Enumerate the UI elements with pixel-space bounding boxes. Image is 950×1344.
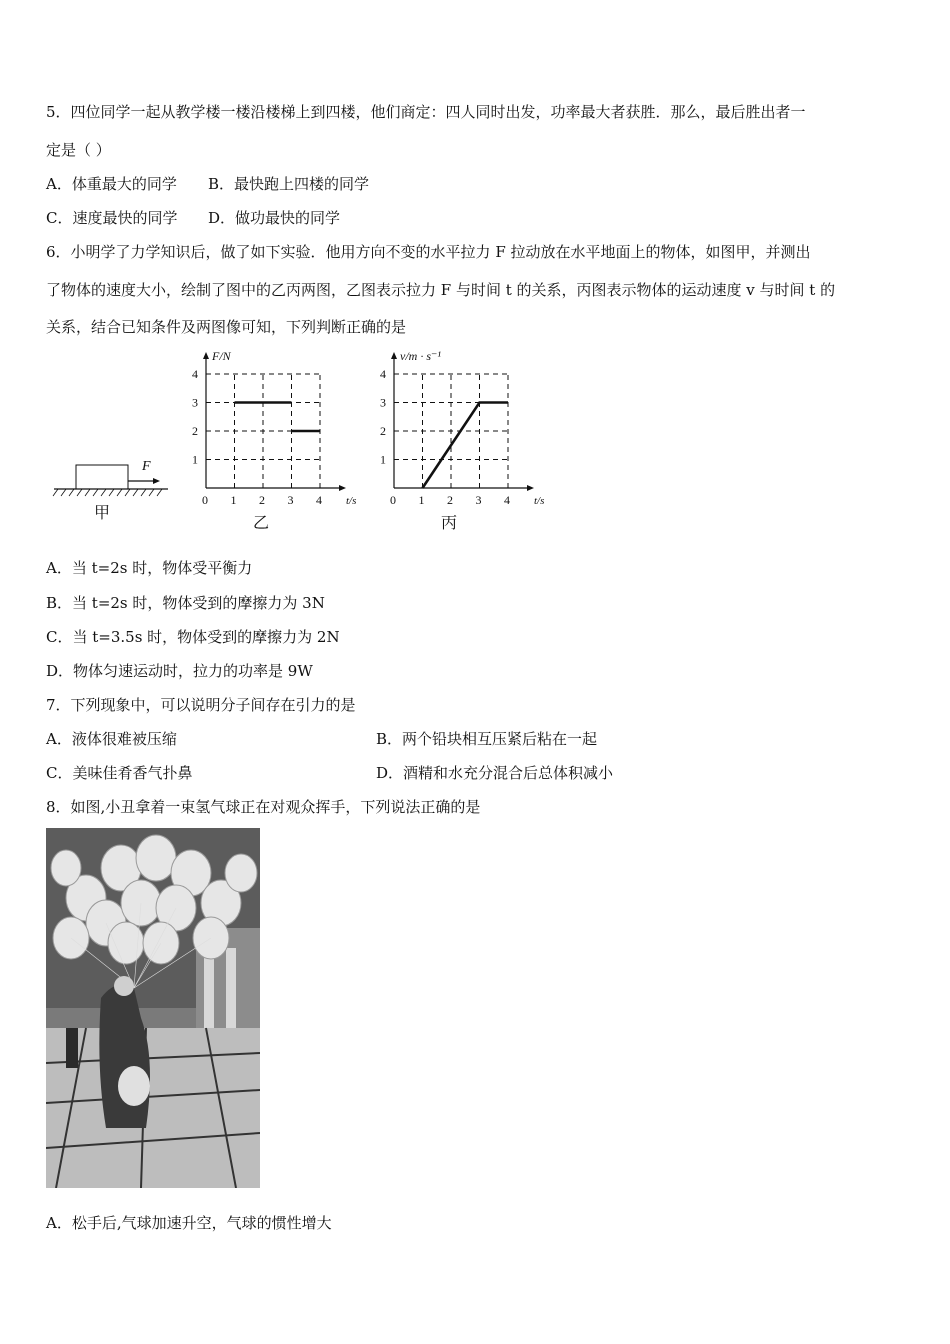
q6-option-a: A．当 t=2s 时，物体受平衡力	[46, 559, 253, 577]
y-axis-label: F/N	[212, 349, 231, 363]
q7-option-d: D．酒精和水充分混合后总体积减小	[376, 764, 614, 782]
figure-jia	[50, 450, 180, 525]
y-tick-label: 3	[380, 395, 386, 410]
x-axis-arrow	[339, 485, 346, 491]
x-tick-label: 1	[418, 493, 425, 507]
chart-bing	[378, 342, 558, 532]
x-tick-label: 1	[230, 493, 237, 507]
clown-balloons-illustration	[46, 828, 260, 1188]
q6-option-d: D．物体匀速运动时，拉力的功率是 9W	[46, 662, 313, 680]
series-line-1	[423, 403, 509, 489]
figure-jia-label: 甲	[94, 505, 111, 522]
x-axis-label: t/s	[534, 495, 545, 507]
x-tick-label: 2	[259, 493, 265, 507]
y-tick-label: 3	[192, 395, 198, 410]
x-tick-label: 3	[287, 493, 294, 507]
x-axis-label: t/s	[346, 495, 357, 507]
force-label: F	[142, 459, 151, 474]
x-tick-label: 2	[447, 493, 453, 507]
q8-option-a: A．松手后,气球加速升空，气球的惯性增大	[46, 1214, 332, 1232]
chart-yi	[190, 342, 370, 532]
y-tick-label: 4	[192, 367, 198, 381]
q6-option-c: C．当 t=3.5s 时，物体受到的摩擦力为 2N	[46, 628, 340, 646]
x-tick-label: 0	[202, 493, 208, 507]
q6-stem-line1: 6．小明学了力学知识后，做了如下实验．他用方向不变的水平拉力 F 拉动放在水平地面上的物体，如图甲，并测出	[46, 243, 811, 261]
clown-balloons-photo	[46, 828, 260, 1188]
x-tick-label: 0	[390, 493, 396, 507]
q7-option-a: A．液体很难被压缩	[46, 730, 177, 748]
block	[76, 465, 128, 489]
figure-yi-label: 乙	[253, 515, 270, 532]
x-tick-label: 3	[475, 493, 482, 507]
y-axis-arrow	[203, 352, 209, 359]
y-tick-label: 1	[380, 452, 386, 467]
q5-stem-line2: 定是（ ）	[46, 141, 111, 159]
y-axis-label: v/m · s⁻¹	[400, 349, 441, 363]
x-axis-arrow	[527, 485, 534, 491]
y-tick-label: 1	[192, 452, 198, 467]
q6-stem-line2: 了物体的速度大小，绘制了图中的乙丙两图，乙图表示拉力 F 与时间 t 的关系，丙图表示物体的运动速度 v 与时间 t 的	[46, 281, 836, 299]
q6-stem-line3: 关系，结合已知条件及两图像可知，下列判断正确的是	[46, 318, 407, 336]
x-tick-label: 4	[316, 493, 322, 507]
q7-stem: 7．下列现象中，可以说明分子间存在引力的是	[46, 696, 356, 714]
y-tick-label: 4	[380, 367, 386, 381]
q5-option-a: A．体重最大的同学	[46, 175, 177, 193]
y-tick-label: 2	[192, 424, 198, 438]
q7-option-b: B．两个铅块相互压紧后粘在一起	[376, 730, 598, 748]
q5-option-b: B．最快跑上四楼的同学	[208, 175, 370, 193]
q5-option-d: D．做功最快的同学	[208, 209, 341, 227]
q6-option-b: B．当 t=2s 时，物体受到的摩擦力为 3N	[46, 594, 325, 612]
q5-option-c: C．速度最快的同学	[46, 209, 178, 227]
y-axis-arrow	[391, 352, 397, 359]
force-arrow-head	[153, 478, 160, 484]
y-tick-label: 2	[380, 424, 386, 438]
q7-option-c: C．美味佳肴香气扑鼻	[46, 764, 193, 782]
ground-hatch	[53, 489, 162, 496]
x-tick-label: 4	[504, 493, 510, 507]
q8-stem: 8．如图,小丑拿着一束氢气球正在对观众挥手，下列说法正确的是	[46, 798, 481, 816]
figure-bing-label: 丙	[441, 515, 458, 532]
q5-stem-line1: 5．四位同学一起从教学楼一楼沿楼梯上到四楼，他们商定：四人同时出发，功率最大者获胜．那么，最后胜出者一	[46, 103, 806, 121]
